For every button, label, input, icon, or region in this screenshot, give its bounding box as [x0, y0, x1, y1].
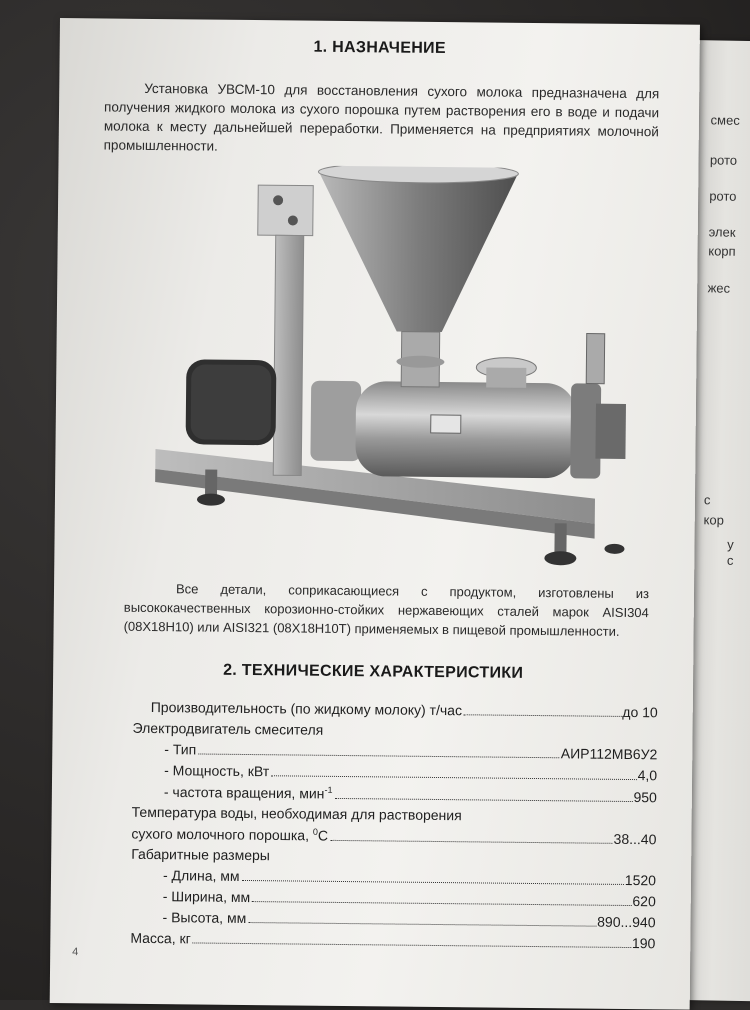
spec-label	[164, 783, 333, 801]
dot-leader	[248, 922, 596, 927]
spec-label: Масса, кг	[130, 929, 191, 947]
spec-value: 4,0	[637, 767, 658, 784]
spec-value: 1520	[624, 871, 657, 889]
fragment-text: у	[727, 536, 734, 552]
spec-list	[130, 699, 658, 956]
dot-leader	[242, 880, 624, 885]
spec-value: 38...40	[613, 830, 657, 847]
fragment-text: элек	[708, 224, 736, 240]
spec-value: 620	[632, 893, 656, 910]
fragment-text: кор	[703, 512, 725, 528]
dot-leader	[198, 753, 560, 758]
fragment-text: с	[726, 552, 734, 568]
superscript: -1	[324, 784, 333, 795]
fragment-text: смес	[710, 112, 740, 128]
section-title-specs: 2. ТЕХНИЧЕСКИЕ ХАРАКТЕРИСТИКИ	[223, 661, 524, 682]
unit: С	[317, 827, 329, 844]
dot-leader	[271, 775, 636, 780]
spec-label: - Мощность, кВт	[164, 762, 270, 780]
fragment-text: рото	[709, 188, 737, 204]
spec-label: - Высота, мм	[162, 909, 247, 926]
dot-leader	[464, 714, 621, 717]
spec-value: 890...940	[597, 913, 656, 931]
spec-heading-water: Температура воды, необходимая для растворения	[131, 803, 462, 824]
fragment-text: с	[703, 492, 711, 508]
milk-reconstitution-unit-photo	[114, 164, 638, 589]
intro-paragraph: Установка УВСМ-10 для восстановления сухого молока предназначена для получения жидкого молока из сухого порошка путем растворения его в воде и подачи молока к месту дальнейшей переработки. Применяется на предприятиях молочной промышленности.	[103, 80, 660, 154]
spec-label-text: сухого молочного порошка,	[131, 825, 314, 844]
spec-label: - Ширина, мм	[162, 888, 251, 906]
spec-label-text: - частота вращения, мин	[163, 783, 325, 802]
spec-row-mass	[130, 930, 655, 956]
spec-label: - Тип	[164, 741, 197, 758]
spec-value: АИР112МВ6У2	[560, 745, 658, 763]
dot-leader	[334, 798, 632, 802]
section-title-purpose: 1. НАЗНАЧЕНИЕ	[313, 38, 446, 58]
dot-leader	[252, 901, 631, 906]
spec-label	[131, 825, 328, 844]
dot-leader	[193, 942, 631, 948]
fragment-text: жес	[707, 280, 731, 296]
dot-leader	[330, 840, 613, 844]
spec-heading-motor: Электродвигатель смесителя	[132, 719, 324, 738]
spec-value: до 10	[622, 703, 658, 721]
fragment-text: рото	[709, 152, 738, 168]
page-number: 4	[72, 946, 79, 959]
spec-value: 950	[633, 788, 657, 805]
booklet-page	[50, 18, 700, 1010]
spec-label: - Длина, мм	[162, 867, 240, 884]
superscript: 0	[312, 826, 319, 837]
spec-heading-dimensions: Габаритные размеры	[131, 845, 270, 864]
spec-value: 190	[631, 935, 656, 952]
materials-paragraph: Все детали, соприкасающиеся с продуктом, изготовлены из высококачественных корозионно-стойких нержавеющих сталей марок AISI304 (08Х18Н10) или AISI321 (08Х18Н10Т) применяемых в пищевой промышленности.	[123, 581, 650, 639]
spec-label: Производительность (по жидкому молоку) т/час	[150, 698, 463, 719]
fragment-text: корп	[708, 243, 736, 259]
